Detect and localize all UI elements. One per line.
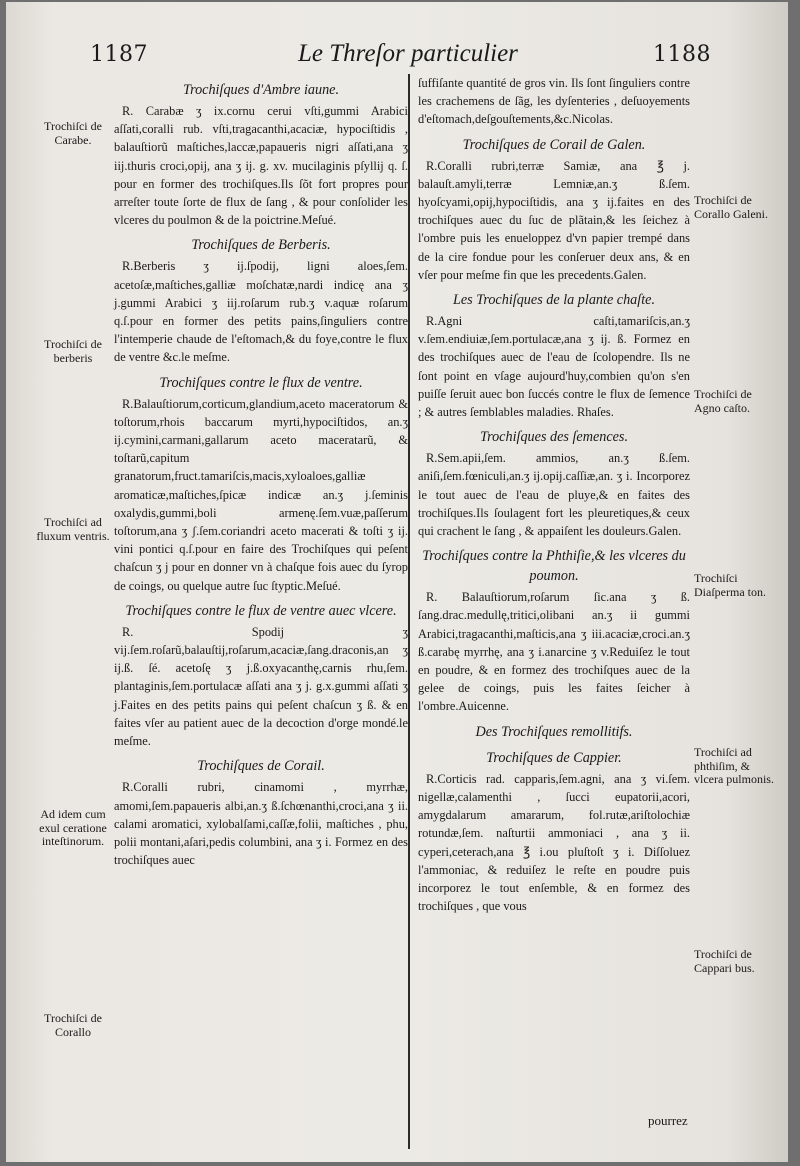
section-heading: Trochiſques de Cappier. xyxy=(486,749,622,766)
right-column xyxy=(418,74,690,915)
section-heading: Les Trochiſques de la plante chaſte. xyxy=(452,292,656,309)
section-heading: Trochiſques de Berberis. xyxy=(191,237,331,254)
recipe-paragraph: R.Berberis ʒ ij.ſpodij, ligni aloes,ſem. acetoſæ,maſtiches,galliæ moſchatæ,nardi indicę ana ʒ j.gummi Arabici ʒ iij.roſarum rub.ʒ v.aquæ roſarum q.ſ.pour en former des petits pains,ſinguliers contre l'intemperie chaude de l'eſtomach,& du foye,contre le flux de ventre &c.le meſme. xyxy=(114,259,408,365)
left-page-number: 1187 xyxy=(90,42,148,67)
recipe-paragraph: R.Coralli rubri, cinamomi , myrrhæ, amomi,ſem.papaueris albi,an.ʒ ß.ſchœnanthi,croci,ana ʒ ii. calami aromatici, xylobalſami,caſſæ,folii, maſtiches , phu, polii montani,aſari,pedis columbini, ana ʒ i. Formez en des trochiſques auec xyxy=(114,780,408,868)
recipe-paragraph: R.Sem.apii,ſem. ammios, an.ʒ ß.ſem. aniſi,ſem.fœniculi,an.ʒ ij.opij.caſſiæ,an. ʒ i. Incorporez le tout auec de l'eau de pluye,& en faites des trochiſques.Ils ſoulagent fort les pleuretiques,& ceux qui crachent le ſang , & appaiſent les douleurs.Galen. xyxy=(418,451,690,539)
right-page-number: 1188 xyxy=(653,42,711,67)
catchword: pourrez xyxy=(648,1113,688,1128)
margin-note: Trochiſci Diaſperma ton. xyxy=(694,571,766,599)
margin-note: Trochiſci de Cappari bus. xyxy=(694,947,755,975)
recipe-paragraph: R. Carabæ ʒ ix.cornu cerui vſti,gummi Arabici aſſati,coralli rub. vſti,tragacanthi,acaciæ, hypociſtidis , balauſtiorũ maſtiches,laccæ,papaueris nigri aſſati,ana ʒ iij.thuris croci,opij, ana ʒ ij. g. xv. mucilaginis pſyllij q. ſ. pour en former des trochiſques.Ils ſõt fort propres pour arreſter toute ſorte de flux de ſang , & pour conſolider les vlceres du poulmon & de la poictrine.Meſué. xyxy=(114,104,408,228)
page-header xyxy=(6,42,788,74)
column-divider xyxy=(408,74,410,1149)
running-title: Le Threſor particulier xyxy=(298,40,518,67)
margin-note: Trochiſci ad phthiſim, & vlcera pulmonis. xyxy=(694,745,774,786)
recipe-paragraph: R.Coralli rubri,terræ Samiæ, ana ℥ j. balauſt.amyli,terræ Lemniæ,an.ʒ ß.ſem. hyoſcyami,opij,hypociſtidis, ana ʒ ij.faites en des trochiſques auec du ſuc de plãtain,& les ſeichez à l'ombre puis les enueloppez d'vn papier trempé dans de la cire fondue pour les conſeruer deux ans, & en vſer pour meſme fin que les precedents.Galen. xyxy=(418,158,690,282)
margin-note: Trochiſci de Corallo xyxy=(44,1011,102,1039)
margin-note: Ad idem cum exul ceratione inteſtinorum. xyxy=(39,807,107,848)
section-heading: Trochiſques de Corail de Galen. xyxy=(462,136,646,153)
section-heading: Trochiſques des ſemences. xyxy=(479,429,629,446)
section-heading: Trochiſques contre le flux de ventre auec vlcere. xyxy=(125,602,397,619)
recipe-paragraph: R.Corticis rad. capparis,ſem.agni, ana ʒ vi.ſem. nigellæ,calamenthi , ſucci eupatorii,acori, amygdalarum amararum, fol.rutæ,ariſtolochiæ rotundæ,ſem. naſturtii ammoniaci , ana ʒ ii. cyperi,ceterach,ana ℥ i.ou pluſtoſt ʒ i. Diſſoluez l'ammoniac, & reduiſez le reſte en poudre puis incorporez le tout enſemble, & en formez des trochiſques , que vous xyxy=(418,771,690,914)
margin-note: Trochiſci ad fluxum ventris. xyxy=(36,515,110,543)
recipe-paragraph: R. Spodij ʒ vij.ſem.roſarũ,balauſtij,roſarum,acaciæ,ſang.draconis,an ʒ ij.ß. ſé. acetoſę ʒ j.ß.oxyacanthę,carnis rhu,ſem. plantaginis,ſem.portulacæ aſſati ana ʒ j. g.x.gummi aſſati ʒ j.Faites en des petits pains qui peſent chaſcun ʒ ß. & en faites vſer au patient auec de la decoction d'orge mondé.le meſme. xyxy=(114,624,408,749)
section-heading: Trochiſques d'Ambre iaune. xyxy=(182,82,340,98)
section-heading: Trochiſques contre le flux de ventre. xyxy=(159,374,363,391)
recipe-paragraph: R. Balauſtiorum,roſarum ſic.ana ʒ ß. ſang.drac.medullę,tritici,olibani an.ʒ ii gummi Arabici,tragacanthi,maſticis,ana ʒ iii.acaciæ,croci.an.ʒ ß.carabę myrrhę, ana ʒ i.anarcine ʒ v.Reduiſez le tout en poudre, & en formez des trochiſques auec de la gelee de coings, puis les faites ſeicher à l'ombre.Auicenne. xyxy=(418,590,690,714)
margin-note: Trochiſci de Corallo Galeni. xyxy=(694,193,768,221)
book-page xyxy=(6,2,788,1162)
section-heading: Des Trochiſques remollitifs. xyxy=(475,723,633,740)
left-column xyxy=(114,74,408,869)
section-heading: Trochiſques contre la Phthiſie,& les vlceres du poumon. xyxy=(422,548,686,585)
recipe-paragraph: ſuffiſante quantité de gros vin. Ils ſont ſinguliers contre les crachemens de ſãg, les dyſenteries , deſuoyements d'eſtomach,deſgouſtements,&c.Nicolas. xyxy=(418,76,690,127)
margin-note: Trochiſci de berberis xyxy=(44,337,102,365)
section-heading: Trochiſques de Corail. xyxy=(197,758,325,775)
margin-note: Trochiſci de Carabe. xyxy=(44,119,102,147)
recipe-paragraph: R.Balauſtiorum,corticum,glandium,aceto maceratorum & toſtorum,rhois baccarum myrti,hypociſtidos, an.ʒ ij.cymini,carmani,gallarum aceto maceratarũ, & toſtarũ,capitum granatorum,fruct.tamariſcis,macis,xyloaloes,galliæ aromaticæ,maſtiches,ſpicæ indicæ an.ʒ j.ſeminis oxalydis,gummi,boli armenę.ſem.vuæ,paſſerum toſtorum,ana ʒ ʃ.ſem.coriandri aceto macerati & toſti ʒ ij. vini pontici q.ſ.pour en faire des Trochiſques qui peſent chaſcun ʒ j pour en donner vn à chaſque fois auec du ſyrop de coings, ou quelque autre ſuc ſtyptic.Meſué. xyxy=(114,396,408,593)
margin-note: Trochiſci de Agno caſto. xyxy=(694,387,752,415)
recipe-paragraph: R.Agni caſti,tamariſcis,an.ʒ v.ſem.endiuiæ,ſem.portulacæ,ana ʒ ij. ß. Formez en des trochiſques auec de l'eau de ſcolopendre. Ils ne ſont point en vſage aujourd'huy,combien qu'on s'en puiſſe ſeruit auec bon ſuccés contre le flux de ſemence ; & autres ſemblables maladies. Rhaſes. xyxy=(418,314,690,420)
